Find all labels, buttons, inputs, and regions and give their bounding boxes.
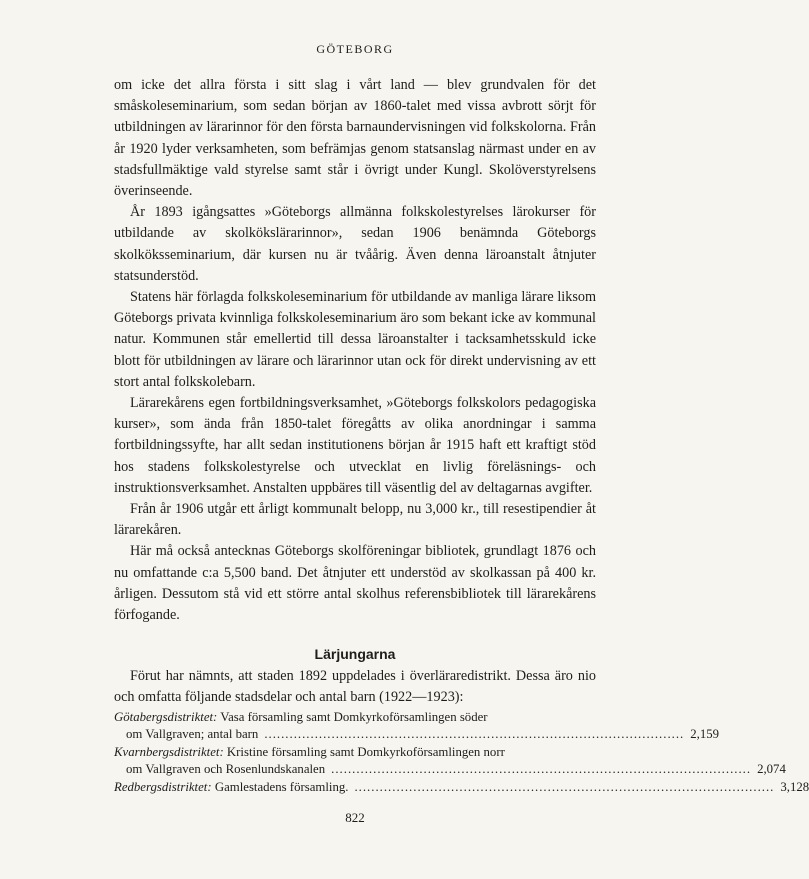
- district-list: [114, 709, 809, 797]
- paragraph: Lärarekårens egen fortbildningsverksamhet, »Göteborgs folkskolors pedagogiska kurser», som ända från 1850-talet föregåtts av olika anordningar i samma fortbildningssyfte, har allt sedan institutionens början år 1915 haft ett kraftigt stöd hos stadens folkskolestyrelse och utvecklat en livlig föreläsnings- och instruktionsverksamhet. Anstalten uppbäres till väsentlig del av deltagarnas avgifter.: [114, 395, 596, 496]
- leader-dots: ....................................................................................................: [354, 779, 775, 794]
- district-entry: [114, 744, 786, 779]
- leader-dots: ....................................................................................................: [264, 727, 685, 742]
- paragraph: Här må också antecknas Göteborgs skolföreningar bibliotek, grundlagt 1876 och nu omfattande c:a 5,500 band. Det åtnjuter ett understöd av skolkassan på 400 kr. årligen. Dessutom stå vid ett större antal skolhus referensbibliotek till lärarekårens förfogande.: [114, 543, 596, 624]
- district-count: 2,074: [757, 762, 786, 777]
- district-label: Redbergsdistriktet:: [114, 779, 212, 794]
- section-title: Lärjungarna: [314, 646, 396, 663]
- paragraph: om icke det allra första i sitt slag i vårt land — blev grundvalen för det småskoleseminarium, som sedan början av 1860-talet med vissa avbrott sörjt för utbildningen av lärarinnor för den första barnaundervisningen vid folkskolorna. Från år 1920 lyder verksamheten, som befrämjas genom statsanslag närmast under en av stadsfullmäktige vald styrelse samt står i övrigt under Kungl. Skolöverstyrelsens överinseende.: [114, 77, 596, 200]
- paragraph: Från år 1906 utgår ett årligt kommunalt belopp, nu 3,000 kr., till resestipendier åt lärarekåren.: [114, 501, 596, 539]
- section-intro: Förut har nämnts, att staden 1892 uppdelades i överläraredistrikt. Dessa äro nio och omfatta följande stadsdelar och antal barn (1922—1923):: [114, 668, 596, 706]
- district-label: Kvarnbergsdistriktet:: [114, 744, 224, 759]
- district-description-cont: om Vallgraven; antal barn: [126, 727, 259, 742]
- district-entry: [114, 779, 809, 797]
- document-page: [114, 42, 809, 826]
- district-entry: [114, 709, 720, 744]
- running-header: GÖTEBORG: [316, 42, 394, 56]
- district-label: Götabergsdistriktet:: [114, 709, 218, 724]
- district-count: 2,159: [690, 727, 720, 742]
- page-number: 822: [345, 810, 365, 826]
- district-description: Kristine församling samt Domkyrkoförsamlingen norr: [226, 744, 505, 759]
- district-description-cont: om Vallgraven och Rosenlundskanalen: [126, 762, 326, 777]
- leader-dots: ....................................................................................................: [331, 762, 752, 777]
- paragraph: År 1893 igångsattes »Göteborgs allmänna folkskolestyrelses lärokurser för utbildande av skolkökslärarinnor», sedan 1906 benämnda Göteborgs skolköksseminarium, där kursen nu är tvåårig. Även denna läroanstalt åtnjuter statsunderstöd.: [114, 204, 596, 284]
- body-text: [114, 75, 809, 796]
- district-description: Gamlestadens församling.: [214, 779, 349, 794]
- paragraph: Statens här förlagda folkskoleseminarium för utbildande av manliga lärare liksom Göteborgs privata kvinnliga folkskoleseminarium äro som bekant icke av kommunal natur. Kommunen står emellertid till dessa läroanstalter i tacksamhetsskuld icke blott för utbildningen av lärare och lärarinnor utan ock för direkt undervisning av ett stort antal folkskolebarn.: [114, 289, 596, 390]
- district-description: Vasa församling samt Domkyrkoförsamlingen söder: [220, 709, 488, 724]
- district-count: 3,128: [780, 779, 809, 794]
